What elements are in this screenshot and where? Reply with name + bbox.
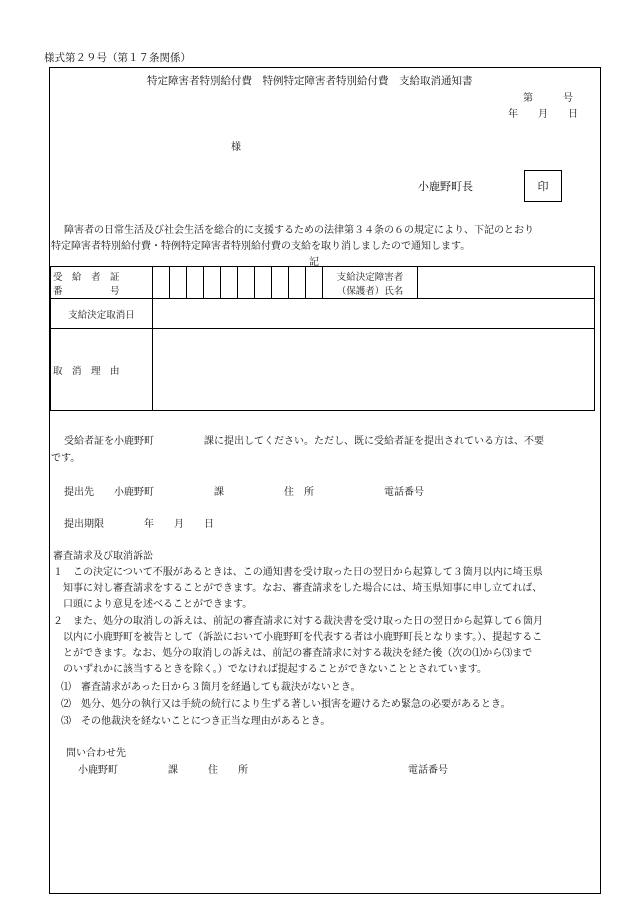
- reason-label: 取 消 理 由: [51, 329, 153, 411]
- appeal-subitem: ⑴ 審査請求があった日から３箇月を経過しても裁決がないとき。: [61, 682, 361, 693]
- submit-note-line-2: です。: [51, 453, 81, 464]
- label-line: 支給決定障害者: [336, 271, 404, 283]
- recipient-no-digit: [187, 267, 204, 299]
- recipient-no-digit: [238, 267, 255, 299]
- recipient-no-digit: [170, 267, 187, 299]
- ki-label: 記: [309, 257, 319, 268]
- details-table: [50, 266, 595, 411]
- submit-deadline: 提出期限 年 月 日: [64, 519, 214, 530]
- addressee-suffix: 様: [231, 142, 241, 153]
- reason-value: [153, 329, 595, 411]
- appeal-line: １ この決定について不服があるときは、この通知書を受け取った日の翌日から起算して３箇月以内に埼玉県: [53, 567, 543, 578]
- cancel-date-label: 支給決定取消日: [51, 299, 153, 329]
- document-title: 特定障害者特別給付費 特例特定障害者特別給付費 支給取消通知書: [147, 75, 473, 87]
- recipient-no-digit: [289, 267, 306, 299]
- intro-line-1: 障害者の日常生活及び社会生活を総合的に支援するための法律第３４条の６の規定により、下記のとおり: [64, 225, 534, 236]
- guardian-name-value: [418, 267, 595, 299]
- guardian-name-label: [323, 267, 418, 299]
- recipient-no-digit: [306, 267, 323, 299]
- form-number: 様式第２９号（第１７条関係）: [44, 52, 191, 64]
- appeal-subitem: ⑶ その他裁決を経ないことにつき正当な理由があるとき。: [61, 716, 331, 727]
- appeal-heading: 審査請求及び取消訴訟: [53, 551, 153, 562]
- appeal-subitem: ⑵ 処分、処分の執行又は手続の続行により生ずる著しい損害を避けるため緊急の必要があるとき。: [61, 699, 511, 710]
- contact-line: 小鹿野町 課 住 所 電話番号: [78, 765, 448, 776]
- label-line: （保護者）氏名: [336, 285, 404, 297]
- appeal-line: 知事に対し審査請求をすることができます。なお、審査請求をした場合には、埼玉県知事に申し立てれば、: [53, 583, 543, 594]
- issue-date: 年 月 日: [508, 109, 578, 120]
- label-line: 受 給 者 証: [53, 271, 120, 283]
- label-line: 番 号: [53, 285, 120, 297]
- submit-note-line-1: 受給者証を小鹿野町 課に提出してください。ただし、既に受給者証を提出されている方は、不要: [64, 436, 544, 447]
- cancel-date-value: [153, 299, 595, 329]
- recipient-no-label: [51, 267, 153, 299]
- document-number: 第 号: [523, 93, 573, 104]
- contact-heading: 問い合わせ先: [66, 748, 126, 759]
- seal-box: [524, 170, 562, 202]
- intro-line-2: 特定障害者特別給付費・特例特定障害者特別給付費の支給を取り消しましたので通知します。: [51, 241, 471, 252]
- recipient-no-digit: [204, 267, 221, 299]
- appeal-line: 口頭により意見を述べることができます。: [53, 599, 253, 610]
- appeal-line: のいずれかに該当するときを除く。）でなければ提起することができないこととされています。: [53, 664, 487, 675]
- submit-to: 提出先 小鹿野町 課 住 所 電話番号: [64, 487, 424, 498]
- seal-text: 印: [537, 180, 549, 193]
- appeal-line: とができます。なお、処分の取消しの訴えは、前記の審査請求に対する裁決を経た後（次の⑴から⑶まで: [53, 648, 533, 659]
- recipient-no-digit: [221, 267, 238, 299]
- recipient-no-digit: [272, 267, 289, 299]
- appeal-line: ２ また、処分の取消しの訴えは、前記の審査請求に対する裁決書を受け取った日の翌日から起算して６箇月: [53, 616, 543, 627]
- recipient-no-digit: [255, 267, 272, 299]
- recipient-no-digit: [153, 267, 170, 299]
- appeal-line: 以内に小鹿野町を被告として（訴訟において小鹿野町を代表する者は小鹿野町長となります。）、提起するこ: [53, 632, 543, 643]
- issuer-name: 小鹿野町長: [418, 180, 473, 193]
